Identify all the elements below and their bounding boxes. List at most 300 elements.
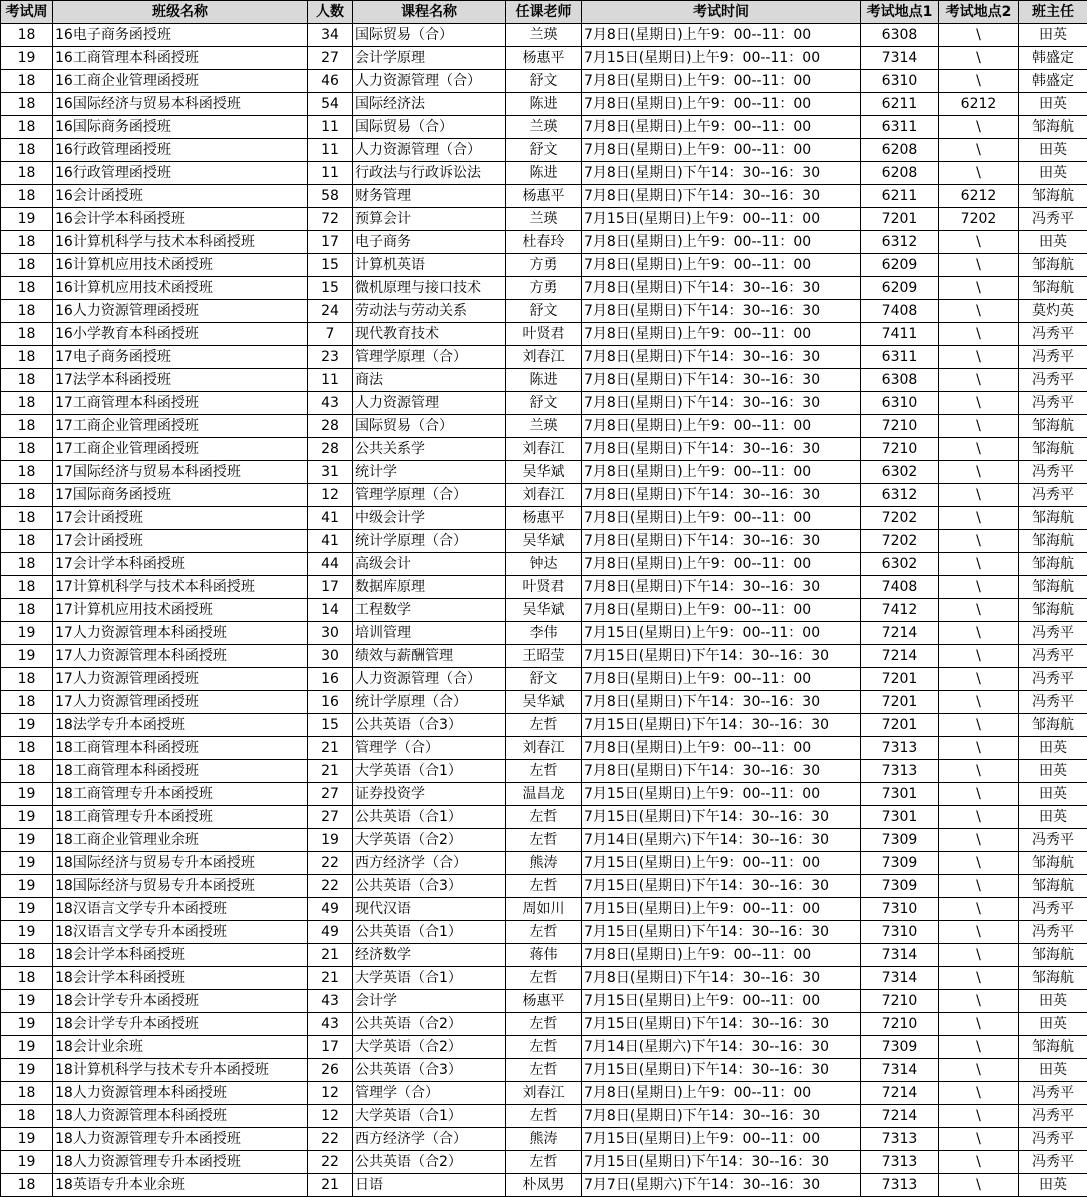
exam-room-1-cell[interactable]: 7314 bbox=[861, 944, 939, 967]
head-teacher-cell[interactable]: 田英 bbox=[1019, 139, 1087, 162]
class-name-cell[interactable]: 17人力资源管理本科函授班 bbox=[53, 645, 308, 668]
exam-week-cell[interactable]: 18 bbox=[1, 599, 53, 622]
teacher-cell[interactable]: 左哲 bbox=[506, 1036, 582, 1059]
exam-room-2-cell[interactable]: \ bbox=[939, 231, 1019, 254]
teacher-cell[interactable]: 刘春江 bbox=[506, 1082, 582, 1105]
course-name-cell[interactable]: 日语 bbox=[353, 1174, 506, 1197]
exam-week-cell[interactable]: 19 bbox=[1, 622, 53, 645]
exam-room-1-cell[interactable]: 7201 bbox=[861, 668, 939, 691]
head-teacher-cell[interactable]: 冯秀平 bbox=[1019, 392, 1087, 415]
header-exam-time[interactable]: 考试时间 bbox=[582, 1, 861, 24]
exam-time-cell[interactable]: 7月8日(星期日)上午9：00--11：00 bbox=[582, 553, 861, 576]
teacher-cell[interactable]: 方勇 bbox=[506, 254, 582, 277]
class-name-cell[interactable]: 18工商管理本科函授班 bbox=[53, 760, 308, 783]
exam-week-cell[interactable]: 18 bbox=[1, 530, 53, 553]
exam-time-cell[interactable]: 7月14日(星期六)下午14：30--16：30 bbox=[582, 1036, 861, 1059]
student-count-cell[interactable]: 41 bbox=[308, 530, 353, 553]
exam-room-1-cell[interactable]: 7313 bbox=[861, 737, 939, 760]
exam-week-cell[interactable]: 18 bbox=[1, 691, 53, 714]
head-teacher-cell[interactable]: 邹海航 bbox=[1019, 507, 1087, 530]
student-count-cell[interactable]: 19 bbox=[308, 829, 353, 852]
exam-time-cell[interactable]: 7月8日(星期日)下午14：30--16：30 bbox=[582, 185, 861, 208]
teacher-cell[interactable]: 兰瑛 bbox=[506, 116, 582, 139]
exam-week-cell[interactable]: 18 bbox=[1, 760, 53, 783]
student-count-cell[interactable]: 44 bbox=[308, 553, 353, 576]
student-count-cell[interactable]: 28 bbox=[308, 438, 353, 461]
exam-room-2-cell[interactable]: \ bbox=[939, 806, 1019, 829]
exam-week-cell[interactable]: 18 bbox=[1, 369, 53, 392]
exam-room-2-cell[interactable]: \ bbox=[939, 1128, 1019, 1151]
student-count-cell[interactable]: 7 bbox=[308, 323, 353, 346]
class-name-cell[interactable]: 18汉语言文学专升本函授班 bbox=[53, 921, 308, 944]
exam-room-1-cell[interactable]: 6211 bbox=[861, 185, 939, 208]
student-count-cell[interactable]: 72 bbox=[308, 208, 353, 231]
student-count-cell[interactable]: 16 bbox=[308, 691, 353, 714]
head-teacher-cell[interactable]: 邹海航 bbox=[1019, 852, 1087, 875]
exam-time-cell[interactable]: 7月14日(星期六)下午14：30--16：30 bbox=[582, 829, 861, 852]
teacher-cell[interactable]: 李伟 bbox=[506, 622, 582, 645]
course-name-cell[interactable]: 管理学原理（合） bbox=[353, 346, 506, 369]
header-student-count[interactable]: 人数 bbox=[308, 1, 353, 24]
exam-week-cell[interactable]: 18 bbox=[1, 553, 53, 576]
exam-week-cell[interactable]: 19 bbox=[1, 208, 53, 231]
exam-room-1-cell[interactable]: 7301 bbox=[861, 806, 939, 829]
course-name-cell[interactable]: 公共英语（合3） bbox=[353, 1059, 506, 1082]
exam-room-1-cell[interactable]: 6302 bbox=[861, 461, 939, 484]
course-name-cell[interactable]: 管理学原理（合） bbox=[353, 484, 506, 507]
class-name-cell[interactable]: 18工商企业管理业余班 bbox=[53, 829, 308, 852]
exam-week-cell[interactable]: 19 bbox=[1, 783, 53, 806]
class-name-cell[interactable]: 16计算机应用技术函授班 bbox=[53, 277, 308, 300]
student-count-cell[interactable]: 17 bbox=[308, 1036, 353, 1059]
head-teacher-cell[interactable]: 田英 bbox=[1019, 93, 1087, 116]
exam-room-1-cell[interactable]: 6308 bbox=[861, 24, 939, 47]
exam-time-cell[interactable]: 7月8日(星期日)上午9：00--11：00 bbox=[582, 737, 861, 760]
exam-time-cell[interactable]: 7月8日(星期日)上午9：00--11：00 bbox=[582, 507, 861, 530]
exam-room-2-cell[interactable]: \ bbox=[939, 484, 1019, 507]
exam-room-1-cell[interactable]: 6310 bbox=[861, 392, 939, 415]
head-teacher-cell[interactable]: 田英 bbox=[1019, 162, 1087, 185]
class-name-cell[interactable]: 18会计业余班 bbox=[53, 1036, 308, 1059]
course-name-cell[interactable]: 中级会计学 bbox=[353, 507, 506, 530]
teacher-cell[interactable]: 吴华斌 bbox=[506, 599, 582, 622]
teacher-cell[interactable]: 陈进 bbox=[506, 162, 582, 185]
exam-room-1-cell[interactable]: 7214 bbox=[861, 645, 939, 668]
exam-room-2-cell[interactable]: \ bbox=[939, 760, 1019, 783]
course-name-cell[interactable]: 公共英语（合1） bbox=[353, 921, 506, 944]
class-name-cell[interactable]: 18国际经济与贸易专升本函授班 bbox=[53, 875, 308, 898]
exam-room-2-cell[interactable]: \ bbox=[939, 599, 1019, 622]
student-count-cell[interactable]: 23 bbox=[308, 346, 353, 369]
exam-room-1-cell[interactable]: 7314 bbox=[861, 1059, 939, 1082]
exam-week-cell[interactable]: 18 bbox=[1, 254, 53, 277]
class-name-cell[interactable]: 17工商企业管理函授班 bbox=[53, 438, 308, 461]
student-count-cell[interactable]: 22 bbox=[308, 1128, 353, 1151]
exam-room-2-cell[interactable]: \ bbox=[939, 116, 1019, 139]
class-name-cell[interactable]: 17国际商务函授班 bbox=[53, 484, 308, 507]
header-class-name[interactable]: 班级名称 bbox=[53, 1, 308, 24]
exam-room-1-cell[interactable]: 7301 bbox=[861, 783, 939, 806]
exam-week-cell[interactable]: 19 bbox=[1, 829, 53, 852]
exam-room-2-cell[interactable]: \ bbox=[939, 24, 1019, 47]
exam-room-2-cell[interactable]: \ bbox=[939, 829, 1019, 852]
class-name-cell[interactable]: 16电子商务函授班 bbox=[53, 24, 308, 47]
exam-time-cell[interactable]: 7月15日(星期日)上午9：00--11：00 bbox=[582, 990, 861, 1013]
exam-week-cell[interactable]: 19 bbox=[1, 1059, 53, 1082]
exam-week-cell[interactable]: 18 bbox=[1, 116, 53, 139]
student-count-cell[interactable]: 12 bbox=[308, 1105, 353, 1128]
head-teacher-cell[interactable]: 邹海航 bbox=[1019, 576, 1087, 599]
student-count-cell[interactable]: 28 bbox=[308, 415, 353, 438]
teacher-cell[interactable]: 温昌龙 bbox=[506, 783, 582, 806]
head-teacher-cell[interactable]: 冯秀平 bbox=[1019, 622, 1087, 645]
course-name-cell[interactable]: 数据库原理 bbox=[353, 576, 506, 599]
head-teacher-cell[interactable]: 冯秀平 bbox=[1019, 829, 1087, 852]
course-name-cell[interactable]: 证券投资学 bbox=[353, 783, 506, 806]
course-name-cell[interactable]: 高级会计 bbox=[353, 553, 506, 576]
head-teacher-cell[interactable]: 冯秀平 bbox=[1019, 208, 1087, 231]
head-teacher-cell[interactable]: 田英 bbox=[1019, 990, 1087, 1013]
teacher-cell[interactable]: 兰瑛 bbox=[506, 24, 582, 47]
head-teacher-cell[interactable]: 冯秀平 bbox=[1019, 1082, 1087, 1105]
teacher-cell[interactable]: 兰瑛 bbox=[506, 415, 582, 438]
teacher-cell[interactable]: 舒文 bbox=[506, 392, 582, 415]
exam-time-cell[interactable]: 7月8日(星期日)下午14：30--16：30 bbox=[582, 392, 861, 415]
course-name-cell[interactable]: 培训管理 bbox=[353, 622, 506, 645]
student-count-cell[interactable]: 43 bbox=[308, 1013, 353, 1036]
head-teacher-cell[interactable]: 邹海航 bbox=[1019, 967, 1087, 990]
exam-time-cell[interactable]: 7月8日(星期日)上午9：00--11：00 bbox=[582, 139, 861, 162]
class-name-cell[interactable]: 16行政管理函授班 bbox=[53, 162, 308, 185]
course-name-cell[interactable]: 公共英语（合2） bbox=[353, 1013, 506, 1036]
student-count-cell[interactable]: 15 bbox=[308, 254, 353, 277]
head-teacher-cell[interactable]: 邹海航 bbox=[1019, 944, 1087, 967]
student-count-cell[interactable]: 24 bbox=[308, 300, 353, 323]
course-name-cell[interactable]: 行政法与行政诉讼法 bbox=[353, 162, 506, 185]
header-exam-week[interactable]: 考试周 bbox=[1, 1, 53, 24]
student-count-cell[interactable]: 31 bbox=[308, 461, 353, 484]
class-name-cell[interactable]: 16计算机应用技术函授班 bbox=[53, 254, 308, 277]
head-teacher-cell[interactable]: 田英 bbox=[1019, 1059, 1087, 1082]
class-name-cell[interactable]: 17会计函授班 bbox=[53, 530, 308, 553]
exam-week-cell[interactable]: 18 bbox=[1, 484, 53, 507]
head-teacher-cell[interactable]: 田英 bbox=[1019, 1013, 1087, 1036]
teacher-cell[interactable]: 左哲 bbox=[506, 829, 582, 852]
head-teacher-cell[interactable]: 莫灼英 bbox=[1019, 300, 1087, 323]
header-exam-room-2[interactable]: 考试地点2 bbox=[939, 1, 1019, 24]
exam-room-1-cell[interactable]: 7309 bbox=[861, 829, 939, 852]
student-count-cell[interactable]: 49 bbox=[308, 921, 353, 944]
exam-week-cell[interactable]: 18 bbox=[1, 1105, 53, 1128]
exam-time-cell[interactable]: 7月8日(星期日)下午14：30--16：30 bbox=[582, 484, 861, 507]
head-teacher-cell[interactable]: 冯秀平 bbox=[1019, 691, 1087, 714]
head-teacher-cell[interactable]: 田英 bbox=[1019, 1174, 1087, 1197]
exam-week-cell[interactable]: 18 bbox=[1, 737, 53, 760]
exam-room-2-cell[interactable]: \ bbox=[939, 323, 1019, 346]
class-name-cell[interactable]: 18国际经济与贸易专升本函授班 bbox=[53, 852, 308, 875]
class-name-cell[interactable]: 18工商管理专升本函授班 bbox=[53, 806, 308, 829]
exam-room-2-cell[interactable]: \ bbox=[939, 967, 1019, 990]
exam-room-2-cell[interactable]: \ bbox=[939, 1013, 1019, 1036]
class-name-cell[interactable]: 16小学教育本科函授班 bbox=[53, 323, 308, 346]
teacher-cell[interactable]: 左哲 bbox=[506, 1151, 582, 1174]
class-name-cell[interactable]: 16人力资源管理函授班 bbox=[53, 300, 308, 323]
head-teacher-cell[interactable]: 冯秀平 bbox=[1019, 1128, 1087, 1151]
exam-room-1-cell[interactable]: 7313 bbox=[861, 760, 939, 783]
course-name-cell[interactable]: 国际贸易（合） bbox=[353, 116, 506, 139]
exam-room-2-cell[interactable]: \ bbox=[939, 944, 1019, 967]
teacher-cell[interactable]: 吴华斌 bbox=[506, 691, 582, 714]
teacher-cell[interactable]: 兰瑛 bbox=[506, 208, 582, 231]
exam-room-1-cell[interactable]: 6308 bbox=[861, 369, 939, 392]
exam-time-cell[interactable]: 7月8日(星期日)下午14：30--16：30 bbox=[582, 760, 861, 783]
exam-room-2-cell[interactable]: \ bbox=[939, 277, 1019, 300]
class-name-cell[interactable]: 18人力资源管理专升本函授班 bbox=[53, 1128, 308, 1151]
exam-room-2-cell[interactable]: \ bbox=[939, 1151, 1019, 1174]
class-name-cell[interactable]: 16工商企业管理函授班 bbox=[53, 70, 308, 93]
head-teacher-cell[interactable]: 邹海航 bbox=[1019, 185, 1087, 208]
head-teacher-cell[interactable]: 邹海航 bbox=[1019, 254, 1087, 277]
exam-week-cell[interactable]: 19 bbox=[1, 714, 53, 737]
course-name-cell[interactable]: 管理学（合） bbox=[353, 1082, 506, 1105]
exam-week-cell[interactable]: 19 bbox=[1, 1128, 53, 1151]
teacher-cell[interactable]: 杨惠平 bbox=[506, 47, 582, 70]
exam-time-cell[interactable]: 7月8日(星期日)上午9：00--11：00 bbox=[582, 668, 861, 691]
exam-room-1-cell[interactable]: 7411 bbox=[861, 323, 939, 346]
exam-room-2-cell[interactable]: \ bbox=[939, 576, 1019, 599]
student-count-cell[interactable]: 11 bbox=[308, 116, 353, 139]
exam-room-1-cell[interactable]: 7201 bbox=[861, 208, 939, 231]
head-teacher-cell[interactable]: 冯秀平 bbox=[1019, 645, 1087, 668]
exam-room-2-cell[interactable]: \ bbox=[939, 346, 1019, 369]
teacher-cell[interactable]: 左哲 bbox=[506, 1013, 582, 1036]
teacher-cell[interactable]: 左哲 bbox=[506, 967, 582, 990]
course-name-cell[interactable]: 现代教育技术 bbox=[353, 323, 506, 346]
exam-week-cell[interactable]: 19 bbox=[1, 1036, 53, 1059]
exam-room-2-cell[interactable]: \ bbox=[939, 875, 1019, 898]
class-name-cell[interactable]: 18会计学本科函授班 bbox=[53, 944, 308, 967]
exam-time-cell[interactable]: 7月8日(星期日)上午9：00--11：00 bbox=[582, 231, 861, 254]
exam-week-cell[interactable]: 18 bbox=[1, 668, 53, 691]
course-name-cell[interactable]: 公共英语（合1） bbox=[353, 806, 506, 829]
exam-time-cell[interactable]: 7月15日(星期日)上午9：00--11：00 bbox=[582, 1128, 861, 1151]
exam-week-cell[interactable]: 19 bbox=[1, 990, 53, 1013]
student-count-cell[interactable]: 26 bbox=[308, 1059, 353, 1082]
class-name-cell[interactable]: 16计算机科学与技术本科函授班 bbox=[53, 231, 308, 254]
head-teacher-cell[interactable]: 田英 bbox=[1019, 231, 1087, 254]
course-name-cell[interactable]: 会计学原理 bbox=[353, 47, 506, 70]
head-teacher-cell[interactable]: 冯秀平 bbox=[1019, 323, 1087, 346]
exam-room-1-cell[interactable]: 7313 bbox=[861, 1174, 939, 1197]
exam-week-cell[interactable]: 18 bbox=[1, 944, 53, 967]
exam-room-1-cell[interactable]: 7310 bbox=[861, 921, 939, 944]
teacher-cell[interactable]: 熊涛 bbox=[506, 852, 582, 875]
head-teacher-cell[interactable]: 邹海航 bbox=[1019, 277, 1087, 300]
course-name-cell[interactable]: 大学英语（合2） bbox=[353, 829, 506, 852]
teacher-cell[interactable]: 刘春江 bbox=[506, 438, 582, 461]
exam-week-cell[interactable]: 19 bbox=[1, 852, 53, 875]
teacher-cell[interactable]: 刘春江 bbox=[506, 484, 582, 507]
student-count-cell[interactable]: 12 bbox=[308, 484, 353, 507]
exam-time-cell[interactable]: 7月15日(星期日)上午9：00--11：00 bbox=[582, 852, 861, 875]
class-name-cell[interactable]: 16会计学本科函授班 bbox=[53, 208, 308, 231]
head-teacher-cell[interactable]: 冯秀平 bbox=[1019, 898, 1087, 921]
student-count-cell[interactable]: 14 bbox=[308, 599, 353, 622]
exam-time-cell[interactable]: 7月8日(星期日)上午9：00--11：00 bbox=[582, 461, 861, 484]
exam-week-cell[interactable]: 18 bbox=[1, 576, 53, 599]
exam-week-cell[interactable]: 19 bbox=[1, 1151, 53, 1174]
class-name-cell[interactable]: 17工商企业管理函授班 bbox=[53, 415, 308, 438]
class-name-cell[interactable]: 18人力资源管理本科函授班 bbox=[53, 1105, 308, 1128]
exam-time-cell[interactable]: 7月8日(星期日)下午14：30--16：30 bbox=[582, 530, 861, 553]
exam-week-cell[interactable]: 18 bbox=[1, 277, 53, 300]
course-name-cell[interactable]: 国际经济法 bbox=[353, 93, 506, 116]
exam-room-1-cell[interactable]: 6208 bbox=[861, 162, 939, 185]
exam-room-2-cell[interactable]: \ bbox=[939, 162, 1019, 185]
exam-time-cell[interactable]: 7月15日(星期日)下午14：30--16：30 bbox=[582, 921, 861, 944]
student-count-cell[interactable]: 11 bbox=[308, 162, 353, 185]
course-name-cell[interactable]: 国际贸易（合） bbox=[353, 24, 506, 47]
exam-room-1-cell[interactable]: 7201 bbox=[861, 691, 939, 714]
teacher-cell[interactable]: 左哲 bbox=[506, 1059, 582, 1082]
exam-room-1-cell[interactable]: 7313 bbox=[861, 1151, 939, 1174]
exam-room-1-cell[interactable]: 7210 bbox=[861, 990, 939, 1013]
exam-room-1-cell[interactable]: 7313 bbox=[861, 1128, 939, 1151]
exam-room-2-cell[interactable]: \ bbox=[939, 622, 1019, 645]
class-name-cell[interactable]: 17计算机科学与技术本科函授班 bbox=[53, 576, 308, 599]
head-teacher-cell[interactable]: 邹海航 bbox=[1019, 714, 1087, 737]
course-name-cell[interactable]: 商法 bbox=[353, 369, 506, 392]
exam-time-cell[interactable]: 7月8日(星期日)上午9：00--11：00 bbox=[582, 944, 861, 967]
class-name-cell[interactable]: 16国际商务函授班 bbox=[53, 116, 308, 139]
exam-room-1-cell[interactable]: 6311 bbox=[861, 116, 939, 139]
exam-time-cell[interactable]: 7月8日(星期日)下午14：30--16：30 bbox=[582, 300, 861, 323]
student-count-cell[interactable]: 21 bbox=[308, 944, 353, 967]
exam-room-1-cell[interactable]: 7309 bbox=[861, 852, 939, 875]
exam-time-cell[interactable]: 7月8日(星期日)上午9：00--11：00 bbox=[582, 254, 861, 277]
course-name-cell[interactable]: 财务管理 bbox=[353, 185, 506, 208]
head-teacher-cell[interactable]: 邹海航 bbox=[1019, 438, 1087, 461]
class-name-cell[interactable]: 18计算机科学与技术专升本函授班 bbox=[53, 1059, 308, 1082]
exam-time-cell[interactable]: 7月8日(星期日)上午9：00--11：00 bbox=[582, 70, 861, 93]
course-name-cell[interactable]: 人力资源管理（合） bbox=[353, 668, 506, 691]
student-count-cell[interactable]: 17 bbox=[308, 576, 353, 599]
teacher-cell[interactable]: 舒文 bbox=[506, 139, 582, 162]
exam-room-2-cell[interactable]: \ bbox=[939, 530, 1019, 553]
course-name-cell[interactable]: 预算会计 bbox=[353, 208, 506, 231]
student-count-cell[interactable]: 46 bbox=[308, 70, 353, 93]
exam-time-cell[interactable]: 7月15日(星期日)上午9：00--11：00 bbox=[582, 898, 861, 921]
exam-room-1-cell[interactable]: 7310 bbox=[861, 898, 939, 921]
course-name-cell[interactable]: 会计学 bbox=[353, 990, 506, 1013]
course-name-cell[interactable]: 管理学（合） bbox=[353, 737, 506, 760]
teacher-cell[interactable]: 左哲 bbox=[506, 1105, 582, 1128]
course-name-cell[interactable]: 经济数学 bbox=[353, 944, 506, 967]
exam-time-cell[interactable]: 7月8日(星期日)上午9：00--11：00 bbox=[582, 93, 861, 116]
student-count-cell[interactable]: 21 bbox=[308, 967, 353, 990]
exam-room-2-cell[interactable]: \ bbox=[939, 507, 1019, 530]
head-teacher-cell[interactable]: 田英 bbox=[1019, 24, 1087, 47]
exam-room-2-cell[interactable]: \ bbox=[939, 438, 1019, 461]
student-count-cell[interactable]: 43 bbox=[308, 392, 353, 415]
student-count-cell[interactable]: 49 bbox=[308, 898, 353, 921]
exam-room-2-cell[interactable]: 6212 bbox=[939, 93, 1019, 116]
course-name-cell[interactable]: 人力资源管理 bbox=[353, 392, 506, 415]
exam-room-1-cell[interactable]: 7309 bbox=[861, 1036, 939, 1059]
class-name-cell[interactable]: 18法学专升本函授班 bbox=[53, 714, 308, 737]
exam-room-2-cell[interactable]: \ bbox=[939, 921, 1019, 944]
course-name-cell[interactable]: 计算机英语 bbox=[353, 254, 506, 277]
course-name-cell[interactable]: 统计学原理（合） bbox=[353, 691, 506, 714]
class-name-cell[interactable]: 18人力资源管理专升本函授班 bbox=[53, 1151, 308, 1174]
head-teacher-cell[interactable]: 冯秀平 bbox=[1019, 668, 1087, 691]
header-head-teacher[interactable]: 班主任 bbox=[1019, 1, 1087, 24]
course-name-cell[interactable]: 公共关系学 bbox=[353, 438, 506, 461]
exam-week-cell[interactable]: 19 bbox=[1, 921, 53, 944]
exam-room-2-cell[interactable]: \ bbox=[939, 1059, 1019, 1082]
teacher-cell[interactable]: 杜春玲 bbox=[506, 231, 582, 254]
exam-week-cell[interactable]: 18 bbox=[1, 93, 53, 116]
teacher-cell[interactable]: 左哲 bbox=[506, 875, 582, 898]
exam-week-cell[interactable]: 18 bbox=[1, 1174, 53, 1197]
student-count-cell[interactable]: 22 bbox=[308, 1151, 353, 1174]
teacher-cell[interactable]: 左哲 bbox=[506, 921, 582, 944]
head-teacher-cell[interactable]: 田英 bbox=[1019, 737, 1087, 760]
exam-time-cell[interactable]: 7月8日(星期日)下午14：30--16：30 bbox=[582, 438, 861, 461]
exam-week-cell[interactable]: 18 bbox=[1, 438, 53, 461]
course-name-cell[interactable]: 公共英语（合2） bbox=[353, 1151, 506, 1174]
exam-room-1-cell[interactable]: 6310 bbox=[861, 70, 939, 93]
class-name-cell[interactable]: 16国际经济与贸易本科函授班 bbox=[53, 93, 308, 116]
exam-room-2-cell[interactable]: \ bbox=[939, 47, 1019, 70]
exam-room-1-cell[interactable]: 7408 bbox=[861, 576, 939, 599]
course-name-cell[interactable]: 微机原理与接口技术 bbox=[353, 277, 506, 300]
head-teacher-cell[interactable]: 韩盛定 bbox=[1019, 47, 1087, 70]
head-teacher-cell[interactable]: 冯秀平 bbox=[1019, 369, 1087, 392]
student-count-cell[interactable]: 16 bbox=[308, 668, 353, 691]
student-count-cell[interactable]: 27 bbox=[308, 47, 353, 70]
head-teacher-cell[interactable]: 邹海航 bbox=[1019, 415, 1087, 438]
exam-room-1-cell[interactable]: 7314 bbox=[861, 967, 939, 990]
head-teacher-cell[interactable]: 邹海航 bbox=[1019, 875, 1087, 898]
exam-room-2-cell[interactable]: \ bbox=[939, 415, 1019, 438]
course-name-cell[interactable]: 西方经济学（合） bbox=[353, 852, 506, 875]
class-name-cell[interactable]: 16行政管理函授班 bbox=[53, 139, 308, 162]
teacher-cell[interactable]: 熊涛 bbox=[506, 1128, 582, 1151]
head-teacher-cell[interactable]: 冯秀平 bbox=[1019, 1105, 1087, 1128]
student-count-cell[interactable]: 17 bbox=[308, 231, 353, 254]
exam-time-cell[interactable]: 7月8日(星期日)下午14：30--16：30 bbox=[582, 369, 861, 392]
teacher-cell[interactable]: 吴华斌 bbox=[506, 530, 582, 553]
exam-room-1-cell[interactable]: 6209 bbox=[861, 254, 939, 277]
teacher-cell[interactable]: 舒文 bbox=[506, 70, 582, 93]
header-teacher[interactable]: 任课老师 bbox=[506, 1, 582, 24]
exam-room-2-cell[interactable]: \ bbox=[939, 898, 1019, 921]
exam-room-2-cell[interactable]: \ bbox=[939, 369, 1019, 392]
student-count-cell[interactable]: 22 bbox=[308, 852, 353, 875]
teacher-cell[interactable]: 舒文 bbox=[506, 668, 582, 691]
exam-week-cell[interactable]: 18 bbox=[1, 415, 53, 438]
exam-room-2-cell[interactable]: \ bbox=[939, 783, 1019, 806]
exam-room-2-cell[interactable]: 6212 bbox=[939, 185, 1019, 208]
student-count-cell[interactable]: 21 bbox=[308, 737, 353, 760]
class-name-cell[interactable]: 18会计学专升本函授班 bbox=[53, 990, 308, 1013]
exam-time-cell[interactable]: 7月15日(星期日)下午14：30--16：30 bbox=[582, 875, 861, 898]
class-name-cell[interactable]: 17会计学本科函授班 bbox=[53, 553, 308, 576]
class-name-cell[interactable]: 17国际经济与贸易本科函授班 bbox=[53, 461, 308, 484]
exam-week-cell[interactable]: 18 bbox=[1, 24, 53, 47]
class-name-cell[interactable]: 16工商管理本科函授班 bbox=[53, 47, 308, 70]
